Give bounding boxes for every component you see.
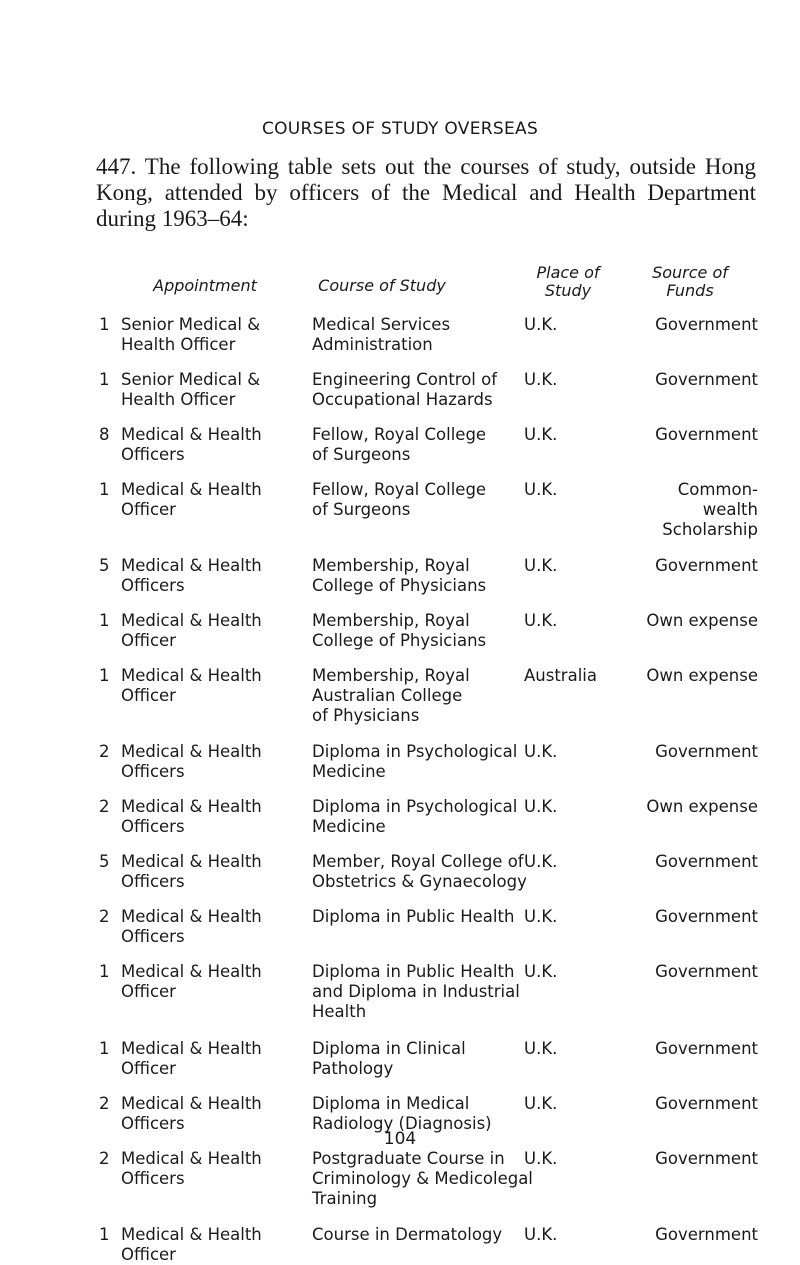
row-course: Diploma in Psychological Medicine [312, 797, 518, 836]
row-source: Government [655, 907, 758, 926]
row-source: Government [655, 1039, 758, 1058]
header-place-line2: Study [544, 281, 592, 300]
row-source: Common- wealth Scholarship [662, 480, 758, 539]
row-course: Membership, Royal College of Physicians [312, 611, 487, 650]
row-count: 1 [99, 315, 110, 334]
row-place: U.K. [524, 1094, 558, 1113]
row-appointment: Medical & Health Officers [121, 556, 262, 595]
row-place: U.K. [524, 1225, 558, 1244]
row-place: U.K. [524, 852, 558, 871]
row-course: Membership, Royal College of Physicians [312, 556, 487, 595]
header-source-line1: Source of [652, 263, 728, 282]
row-count: 1 [99, 1225, 110, 1244]
row-course: Course in Dermatology [312, 1225, 503, 1244]
page-number: 104 [383, 1129, 417, 1149]
row-appointment: Medical & Health Officer [121, 611, 262, 650]
row-course: Diploma in Public Health and Diploma in Industrial Health [312, 962, 520, 1021]
row-source: Government [655, 425, 758, 444]
row-course: Diploma in Medical Radiology (Diagnosis) [312, 1094, 492, 1133]
row-appointment: Medical & Health Officer [121, 1225, 262, 1264]
row-count: 2 [99, 907, 110, 926]
row-place: Australia [524, 666, 597, 685]
header-source [620, 264, 760, 300]
row-course: Membership, Royal Australian College of Physicians [312, 666, 470, 725]
row-place: U.K. [524, 370, 558, 389]
row-course: Diploma in Psychological Medicine [312, 742, 518, 781]
table-header [0, 264, 800, 308]
row-course: Member, Royal College of Obstetrics & Gynaecology [312, 852, 527, 891]
row-course: Fellow, Royal College of Surgeons [312, 480, 487, 519]
row-source: Own expense [646, 797, 758, 816]
row-place: U.K. [524, 556, 558, 575]
intro-paragraph: 447. The following table sets out the courses of study, outside Hong Kong, attended by officers of the Medical and Health Department during 1963–64: [96, 154, 756, 231]
row-count: 1 [99, 611, 110, 630]
row-place: U.K. [524, 1039, 558, 1058]
row-source: Government [655, 852, 758, 871]
row-course: Diploma in Clinical Pathology [312, 1039, 466, 1078]
row-place: U.K. [524, 425, 558, 444]
row-appointment: Medical & Health Officers [121, 1149, 262, 1188]
row-count: 2 [99, 797, 110, 816]
header-place [513, 264, 623, 300]
row-place: U.K. [524, 742, 558, 761]
row-source: Government [655, 962, 758, 981]
row-appointment: Medical & Health Officers [121, 852, 262, 891]
row-source: Government [655, 1149, 758, 1168]
row-source: Government [655, 315, 758, 334]
row-appointment: Senior Medical & Health Officer [121, 315, 261, 354]
row-appointment: Medical & Health Officer [121, 480, 262, 519]
row-appointment: Medical & Health Officer [121, 962, 262, 1001]
row-appointment: Medical & Health Officer [121, 666, 262, 705]
row-place: U.K. [524, 611, 558, 630]
row-count: 1 [99, 1039, 110, 1058]
row-count: 2 [99, 742, 110, 761]
row-appointment: Medical & Health Officers [121, 425, 262, 464]
row-place: U.K. [524, 315, 558, 334]
row-source: Own expense [646, 666, 758, 685]
row-place: U.K. [524, 1149, 558, 1168]
row-source: Government [655, 370, 758, 389]
header-place-line1: Place of [536, 263, 600, 282]
row-count: 5 [99, 852, 110, 871]
header-course: Course of Study [318, 276, 446, 295]
row-appointment: Medical & Health Officers [121, 797, 262, 836]
row-appointment: Senior Medical & Health Officer [121, 370, 261, 409]
row-course: Fellow, Royal College of Surgeons [312, 425, 487, 464]
row-source: Government [655, 1225, 758, 1244]
row-count: 8 [99, 425, 110, 444]
row-course: Diploma in Public Health [312, 907, 515, 926]
row-count: 2 [99, 1094, 110, 1113]
row-place: U.K. [524, 797, 558, 816]
row-appointment: Medical & Health Officers [121, 742, 262, 781]
row-appointment: Medical & Health Officers [121, 1094, 262, 1133]
header-source-line2: Funds [666, 281, 714, 300]
page-heading: COURSES OF STUDY OVERSEAS [261, 119, 539, 139]
row-count: 1 [99, 962, 110, 981]
row-place: U.K. [524, 962, 558, 981]
row-count: 2 [99, 1149, 110, 1168]
header-appointment: Appointment [153, 276, 257, 295]
row-source: Government [655, 556, 758, 575]
row-appointment: Medical & Health Officers [121, 907, 262, 946]
row-count: 5 [99, 556, 110, 575]
row-place: U.K. [524, 907, 558, 926]
row-course: Medical Services Administration [312, 315, 451, 354]
row-count: 1 [99, 480, 110, 499]
row-course: Engineering Control of Occupational Hazards [312, 370, 498, 409]
row-count: 1 [99, 666, 110, 685]
row-source: Government [655, 742, 758, 761]
row-course: Postgraduate Course in Criminology & Medicolegal Training [312, 1149, 533, 1208]
row-place: U.K. [524, 480, 558, 499]
row-source: Government [655, 1094, 758, 1113]
row-appointment: Medical & Health Officer [121, 1039, 262, 1078]
row-source: Own expense [646, 611, 758, 630]
row-count: 1 [99, 370, 110, 389]
